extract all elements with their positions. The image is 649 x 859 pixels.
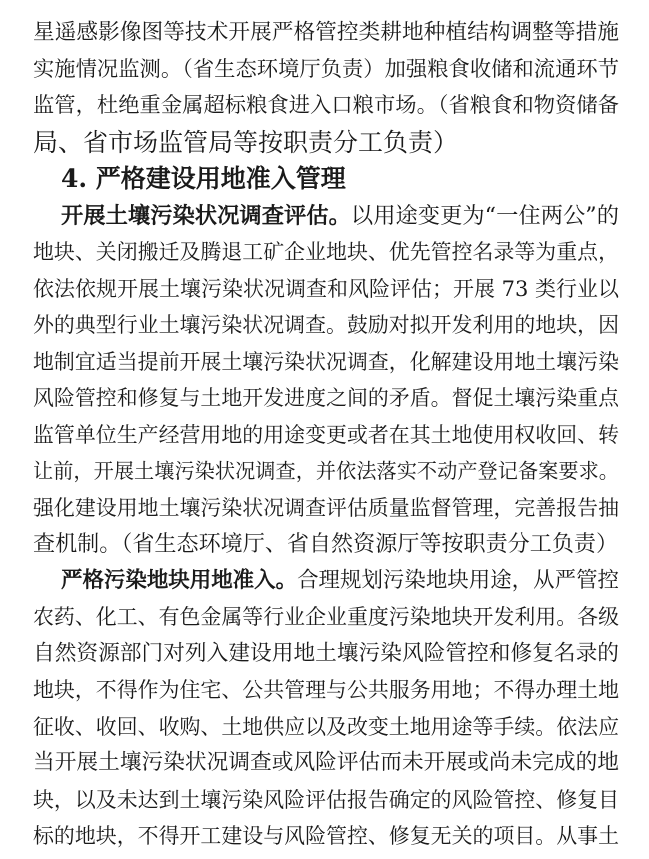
paragraph-first-line xyxy=(61,198,619,234)
text-line: 自然资源部门对列入建设用地土壤污染风险管控和修复名录的 xyxy=(33,641,619,666)
text-line: 标的地块，不得开工建设与风险管控、修复无关的项目。从事土 xyxy=(33,824,619,848)
section-heading: 4. 严格建设用地准入管理 xyxy=(61,164,346,193)
text-line: 星遥感影像图等技术开展严格管控类耕地种植结构调整等措施 xyxy=(33,20,619,45)
text-line: 风险管控和修复与土地开发进度之间的矛盾。督促土壤污染重点 xyxy=(33,386,619,410)
paragraph-lead: 开展土壤污染状况调查评估。 xyxy=(61,203,351,229)
text-line: 监管，杜绝重金属超标粮食进入口粮市场。（省粮食和物资储备 xyxy=(33,93,619,118)
text-line: 地制宜适当提前开展土壤污染状况调查，化解建设用地土壤污染 xyxy=(33,350,619,374)
paragraph-text: 以用途变更为“一住两公”的 xyxy=(350,203,619,229)
paragraph-first-line xyxy=(61,563,619,599)
text-line: 局、省市场监管局等按职责分工负责） xyxy=(33,128,459,157)
text-line: 依法依规开展土壤污染状况调查和风险评估；开展 73 类行业以 xyxy=(33,277,619,301)
paragraph-lead: 严格污染地块用地准入。 xyxy=(61,568,298,593)
text-line: 监管单位生产经营用地的用途变更或者在其土地使用权收回、转 xyxy=(33,423,619,447)
text-line: 外的典型行业土壤污染状况调查。鼓励对拟开发利用的地块，因 xyxy=(33,313,619,337)
text-line: 让前，开展土壤污染状况调查，并依法落实不动产登记备案要求。 xyxy=(33,459,619,483)
paragraph-text: 合理规划污染地块用途，从严管控 xyxy=(297,568,619,593)
text-line: 查机制。（省生态环境厅、省自然资源厅等按职责分工负责） xyxy=(33,531,619,557)
text-line: 地块，不得作为住宅、公共管理与公共服务用地；不得办理土地 xyxy=(33,678,619,702)
text-line: 当开展土壤污染状况调查或风险评估而未开展或尚未完成的地 xyxy=(33,750,619,775)
text-line: 地块、关闭搬迁及腾退工矿企业地块、优先管控名录等为重点， xyxy=(33,240,619,264)
text-line: 征收、收回、收购、土地供应以及改变土地用途等手续。依法应 xyxy=(33,715,619,739)
text-line: 实施情况监测。（省生态环境厅负责）加强粮食收储和流通环节 xyxy=(33,57,619,82)
text-line: 块，以及未达到土壤污染风险评估报告确定的风险管控、修复目 xyxy=(33,788,619,812)
text-line: 强化建设用地土壤污染状况调查评估质量监督管理，完善报告抽 xyxy=(33,496,619,520)
text-line: 农药、化工、有色金属等行业企业重度污染地块开发利用。各级 xyxy=(33,605,619,629)
